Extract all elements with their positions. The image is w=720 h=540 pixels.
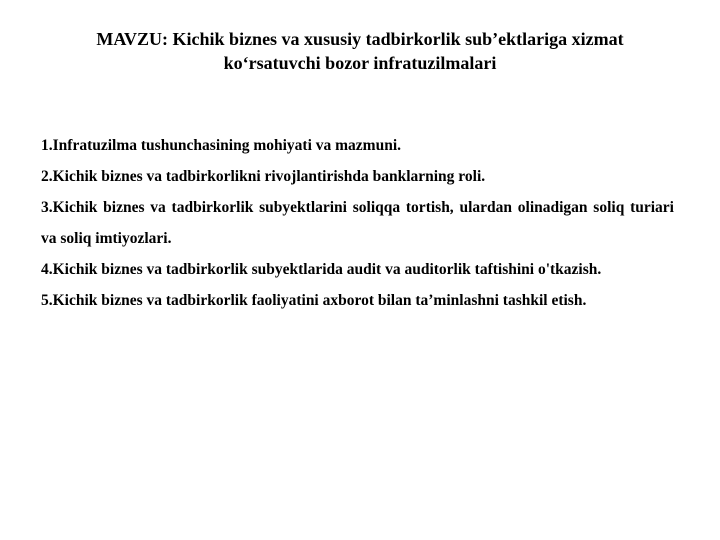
agenda-item-2: 2.Kichik biznes va tadbirkorlikni rivojlantirishda banklarning roli. [41,168,486,185]
slide-title-line-2: ko‘rsatuvchi bozor infratuzilmalari [223,53,497,73]
slide-title [40,27,680,75]
slide-title-line-1: MAVZU: Kichik biznes va xususiy tadbirkorlik sub’ektlariga xizmat [96,29,624,49]
agenda-item-5: 5.Kichik biznes va tadbirkorlik faoliyatini axborot bilan ta’minlashni tashkil etish. [41,292,587,309]
agenda-item-3: 3.Kichik biznes va tadbirkorlik subyektlarini soliqqa tortish, ulardan olinadigan soliq turiari va soliq imtiyozlari. [41,199,674,247]
agenda-list [41,130,674,316]
agenda-item-4: 4.Kichik biznes va tadbirkorlik subyektlarida audit va auditorlik taftishini o'tkazish. [41,261,602,278]
agenda-item-1: 1.Infratuzilma tushunchasining mohiyati va mazmuni. [41,137,401,154]
